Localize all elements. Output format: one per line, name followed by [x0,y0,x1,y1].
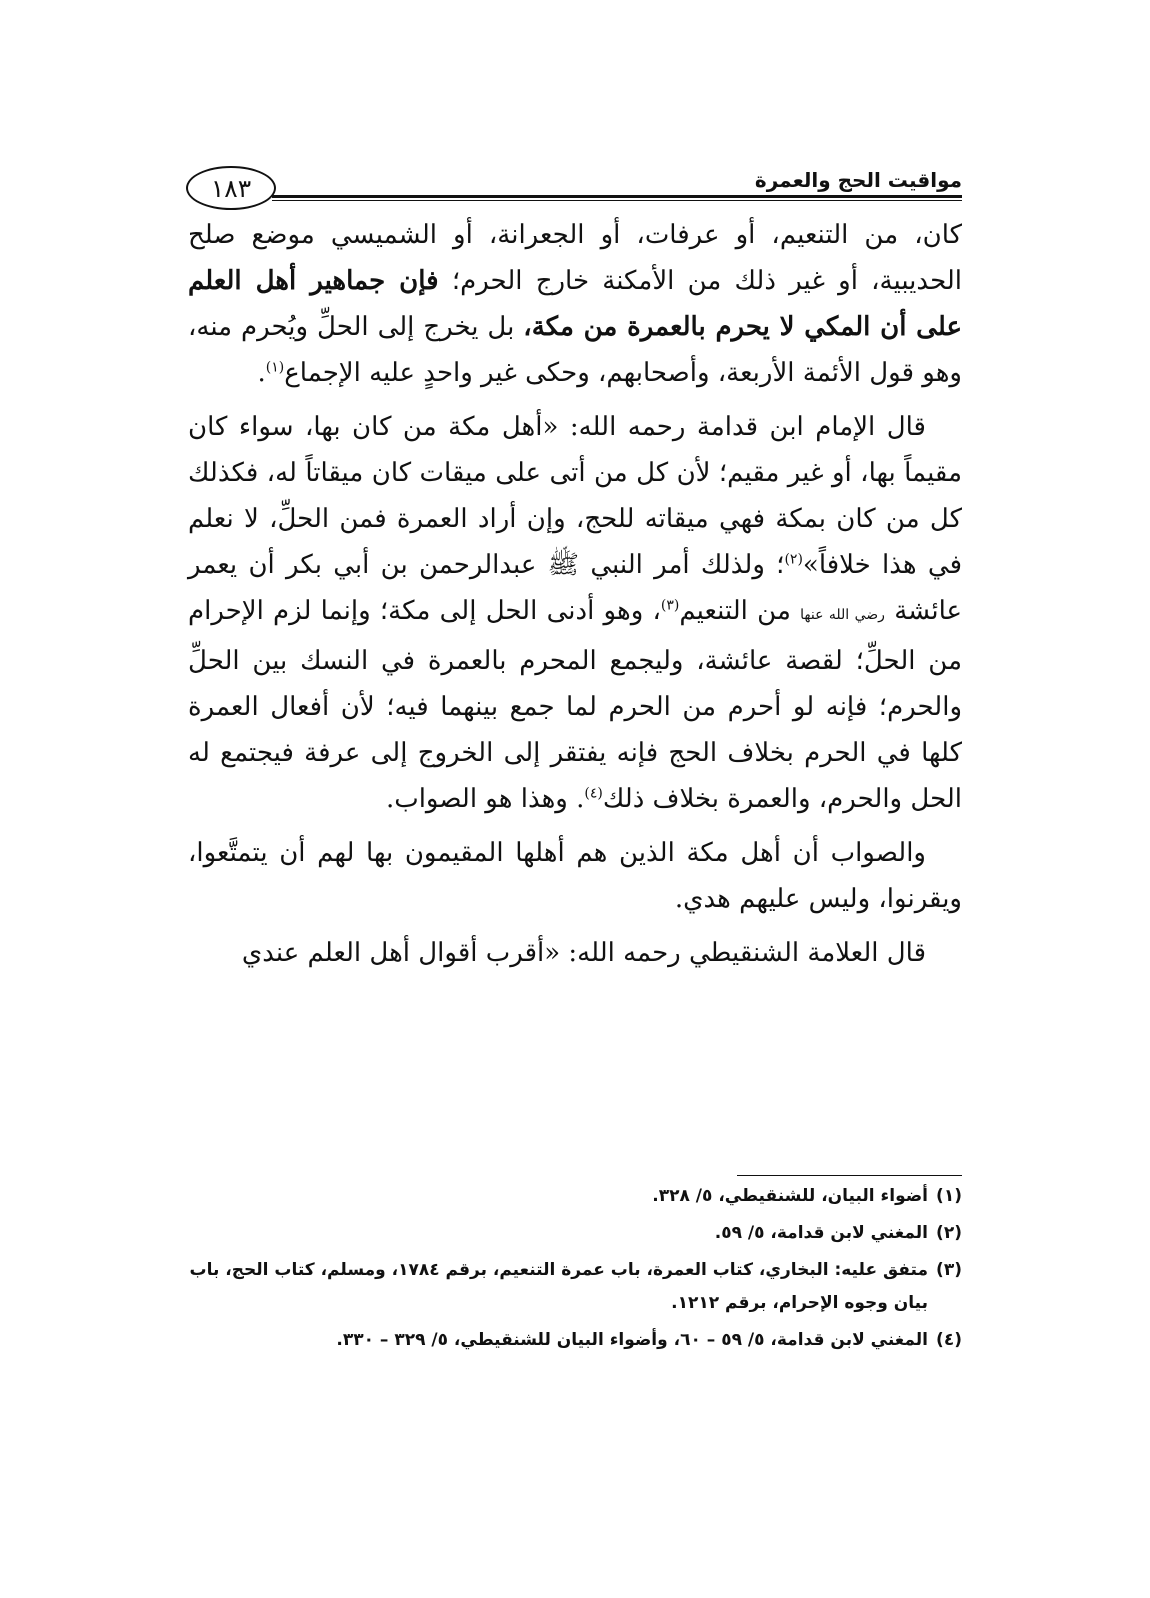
footnote-number: (١) [936,1186,962,1206]
footnote-number: (٣) [936,1260,962,1280]
bold-statement: فإن جماهير أهل العلم على أن المكي لا يحرم بالعمرة من مكة، [188,266,962,342]
footnote-item [188,1254,962,1320]
paragraph-1: كان، من التنعيم، أو عرفات، أو الجعرانة، أو الشميسي موضع صلح الحديبية، أو غير ذلك من الأمكنة خارج الحرم؛ فإن جماهير أهل العلم على أن المكي لا يحرم بالعمرة من مكة، بل يخرج إلى الحلِّ ويُحرم منه، وهو قول الأئمة الأربعة، وأصحابهم، وحكى غير واحدٍ عليه الإجماع$^{(١)}$. [188,220,962,388]
main-text [188,212,962,984]
footnote-ref-4[interactable]: (٤) [584,785,603,802]
footnote-number: (٢) [936,1223,962,1243]
page-number: ١٨٣ [186,166,276,210]
running-title: مواقيت الحج والعمرة [754,168,962,192]
footnote-ref-1[interactable]: (١) [265,359,285,376]
footnote-item [188,1217,962,1250]
footnote-item [188,1324,962,1357]
footnote-separator [737,1175,962,1176]
footnote-text: المغني لابن قدامة، ٥/ ٥٩. [714,1223,928,1243]
header-rule [272,195,962,201]
footnote-text: أضواء البيان، للشنقيطي، ٥/ ٣٢٨. [652,1186,928,1206]
footnote-number: (٤) [936,1330,962,1350]
footnotes [188,1180,962,1361]
footnote-item [188,1180,962,1213]
honorific-phrase: رضي الله عنها [800,607,885,623]
footnote-text: المغني لابن قدامة، ٥/ ٥٩ – ٦٠، وأضواء البيان للشنقيطي، ٥/ ٣٢٩ – ٣٣٠. [336,1330,928,1350]
footnote-ref-2[interactable]: (٢) [784,551,803,568]
paragraph-3: والصواب أن أهل مكة الذين هم أهلها المقيمون بها لهم أن يتمتَّعوا، ويقرنوا، وليس عليهم هدي. [188,838,962,914]
footnote-ref-3[interactable]: (٣) [660,597,680,614]
paragraph-4: قال العلامة الشنقيطي رحمه الله: «أقرب أقوال أهل العلم عندي [241,938,926,968]
footnote-text: متفق عليه: البخاري، كتاب العمرة، باب عمرة التنعيم، برقم ١٧٨٤، ومسلم، كتاب الحج، باب بيان وجوه الإحرام، برقم ١٢١٢. [189,1260,928,1313]
paragraph-2: قال الإمام ابن قدامة رحمه الله: «أهل مكة من كان بها، سواء كان مقيماً بها، أو غير مقيم؛ لأن كل من أتى على ميقات كان ميقاتاً له، فكذلك كل من كان بمكة فهي ميقاته للحج، وإن أراد العمرة فمن الحلِّ، لا نعلم في هذا خلافاً»$^{(٢)}$؛ ولذلك أمر النبي ﷺ عبدالرحمن بن أبي بكر أن يعمر عائشة رضي الله عنها من التنعيم$^{(٣)}$، وهو أدنى الحل إلى مكة؛ وإنما لزم الإحرام من الحلِّ؛ لقصة عائشة، وليجمع المحرم بالعمرة في النسك بين الحلِّ والحرم؛ فإنه لو أحرم من الحرم لما جمع بينهما فيه؛ لأن أفعال العمرة كلها في الحرم بخلاف الحج فإنه يفتقر إلى الخروج إلى عرفة فيجتمع له الحل والحرم، والعمرة بخلاف ذلك$^{(٤)}$. وهذا هو الصواب. [188,412,962,814]
